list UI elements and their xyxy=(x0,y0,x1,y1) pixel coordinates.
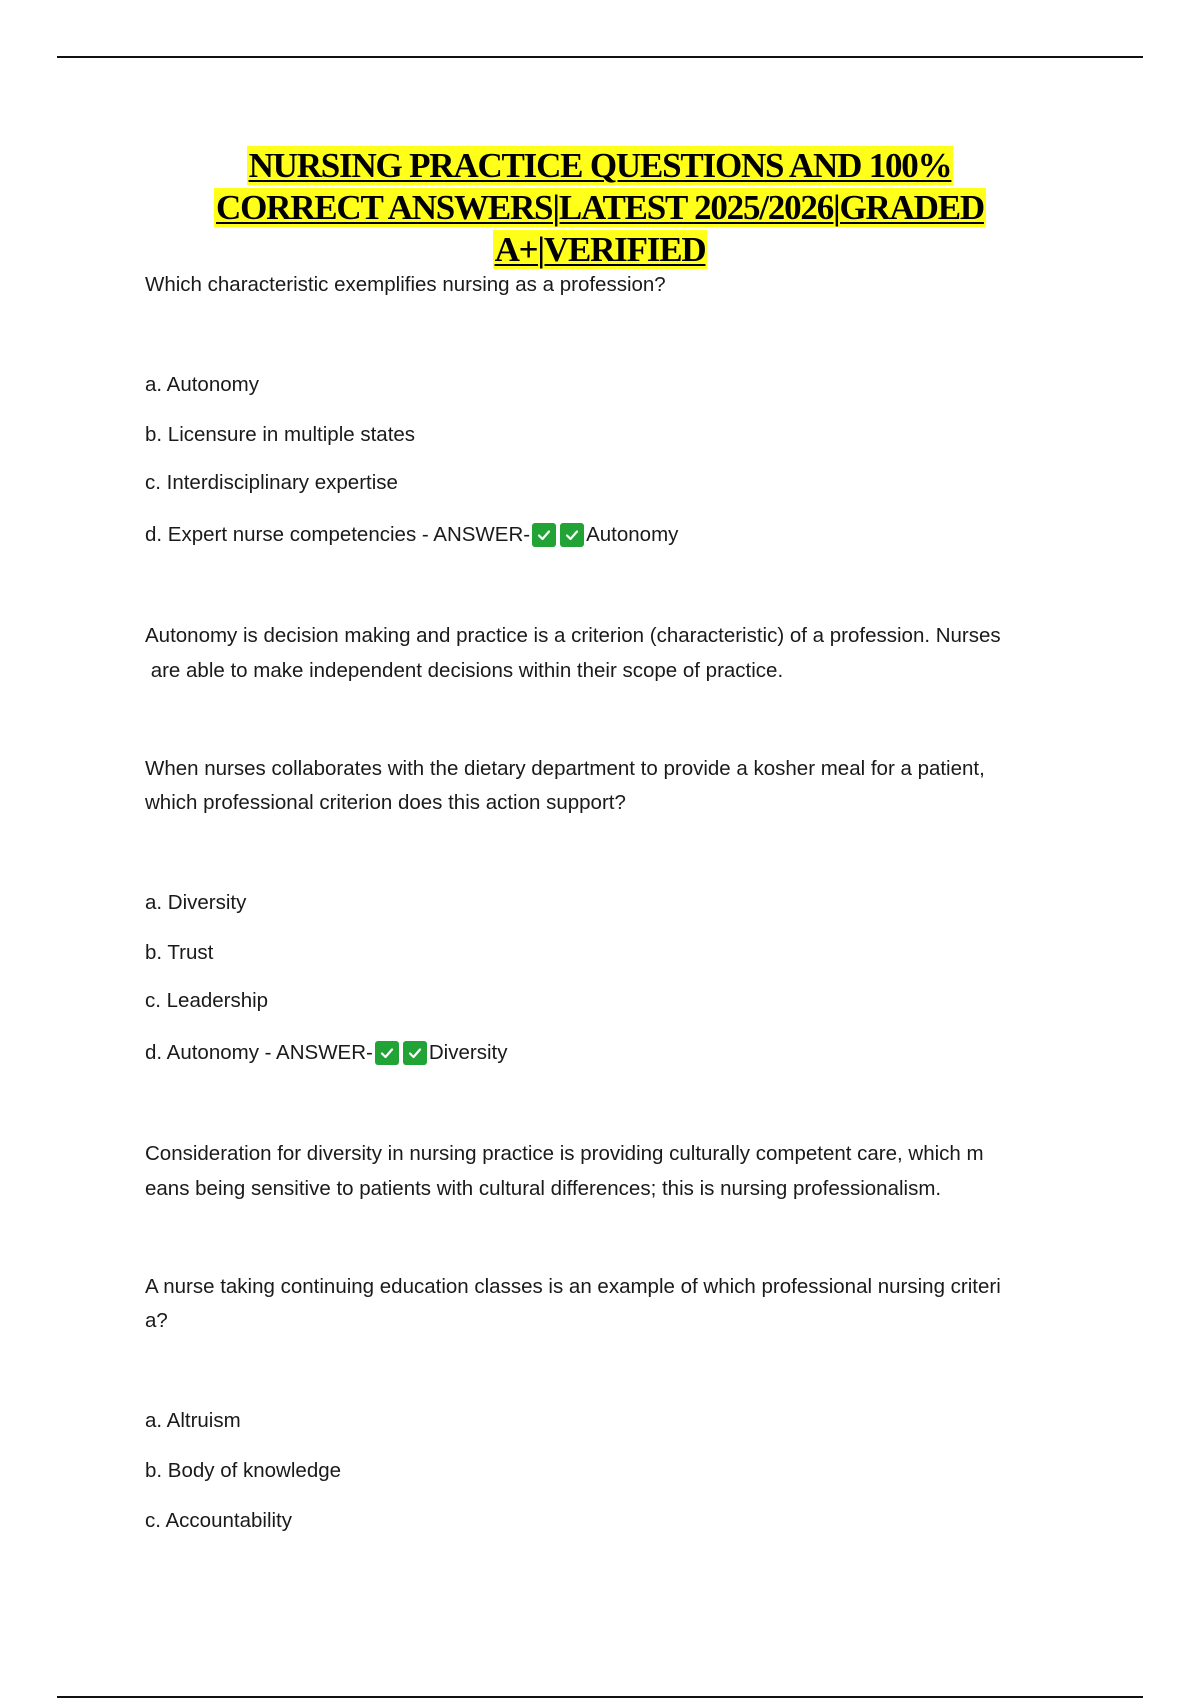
footer-rule xyxy=(57,1696,1143,1698)
document-title xyxy=(100,145,1100,271)
title-line: A+|VERIFIED xyxy=(494,230,706,269)
question-text: Which characteristic exemplifies nursing as a profession? xyxy=(145,273,666,296)
check-mark-button-icon xyxy=(403,1041,427,1065)
question-text: When nurses collaborates with the dietary department to provide a kosher meal for a patient, which professional criterion does this action support? xyxy=(145,757,985,814)
option-item-with-answer xyxy=(145,518,1065,552)
check-mark-button-icon xyxy=(532,523,556,547)
question-text: A nurse taking continuing education classes is an example of which professional nursing criteri a? xyxy=(145,1275,1001,1332)
option-text: d. Autonomy - ANSWER- xyxy=(145,1041,373,1064)
explanation-text: Consideration for diversity in nursing practice is providing culturally competent care, which m eans being sensitive to patients with cultural differences; this is nursing professionalism. xyxy=(145,1142,984,1200)
option-item: c. Leadership xyxy=(145,989,269,1012)
question-block xyxy=(145,1270,1065,1538)
question-block xyxy=(145,752,1065,1206)
explanation-text: Autonomy is decision making and practice is a criterion (characteristic) of a profession. Nurses are able to make independent decisions within their scope of practice. xyxy=(145,624,1001,682)
option-item: b. Trust xyxy=(145,941,214,964)
option-item: b. Licensure in multiple states xyxy=(145,423,416,446)
check-mark-button-icon xyxy=(375,1041,399,1065)
question-block xyxy=(145,268,1065,688)
option-item: b. Body of knowledge xyxy=(145,1459,342,1482)
option-list xyxy=(145,1404,1065,1538)
option-list xyxy=(145,368,1065,552)
header-rule xyxy=(57,56,1143,58)
document-body xyxy=(145,268,1065,1538)
check-mark-button-icon xyxy=(560,523,584,547)
option-item: c. Interdisciplinary expertise xyxy=(145,471,398,494)
answer-text: Diversity xyxy=(428,1041,508,1064)
option-item-with-answer xyxy=(145,1036,1065,1070)
option-list xyxy=(145,886,1065,1070)
option-item: a. Autonomy xyxy=(145,373,259,396)
answer-text: Autonomy xyxy=(586,523,679,546)
title-line: NURSING PRACTICE QUESTIONS AND 100% xyxy=(248,146,952,185)
option-item: a. Altruism xyxy=(145,1409,241,1432)
option-item: c. Accountability xyxy=(145,1509,292,1532)
option-text: d. Expert nurse competencies - ANSWER- xyxy=(145,523,531,546)
title-line: CORRECT ANSWERS|LATEST 2025/2026|GRADED xyxy=(216,188,984,227)
option-item: a. Diversity xyxy=(145,891,247,914)
